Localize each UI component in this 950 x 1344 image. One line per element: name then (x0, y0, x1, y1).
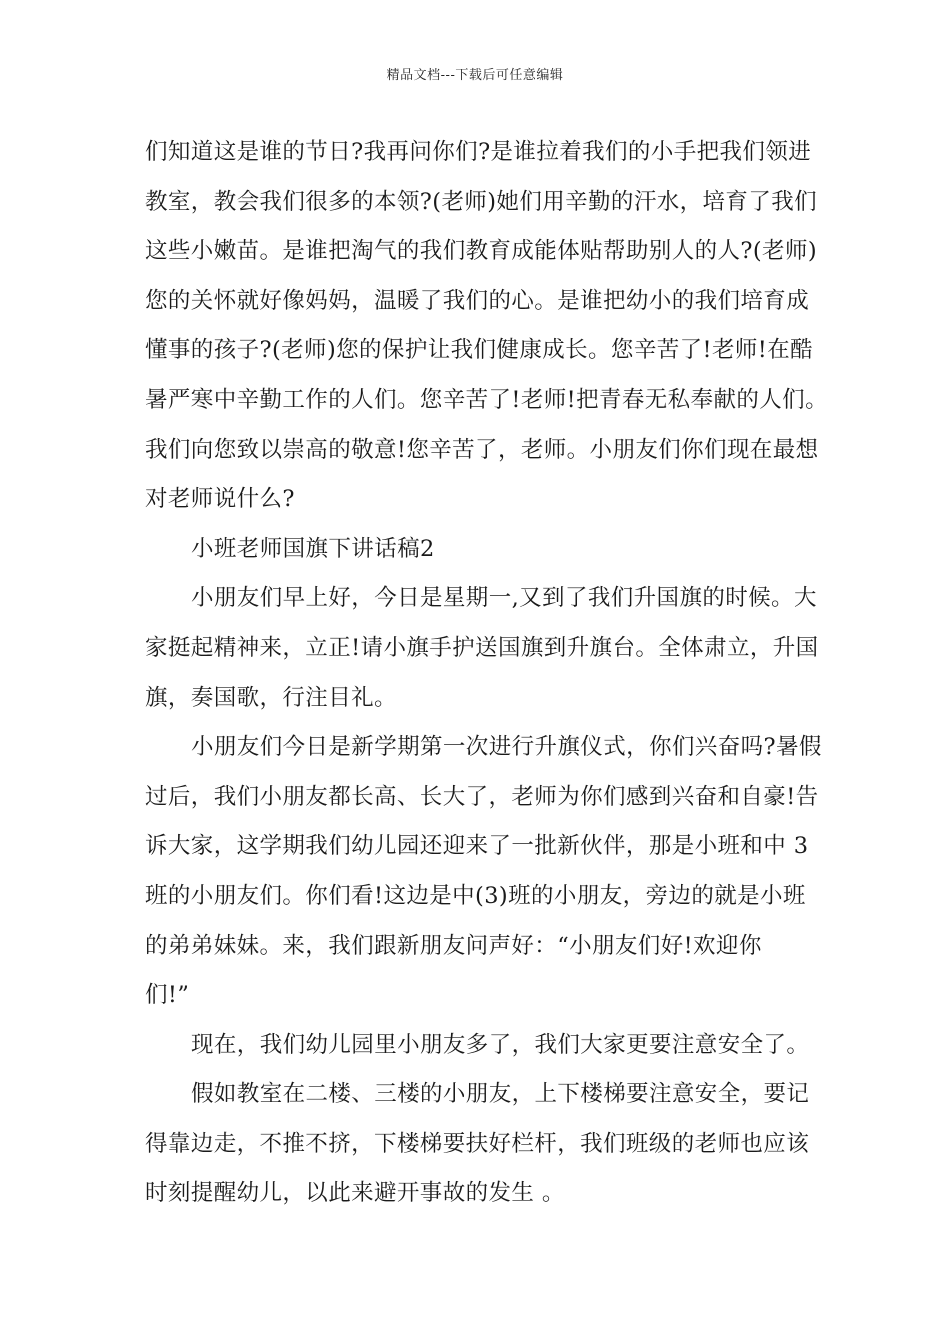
page-header: 精品文档---下载后可任意编辑 (386, 68, 564, 83)
text-line: 教室，教会我们很多的本领?(老师)她们用辛勤的汗水，培育了我们 (145, 188, 818, 215)
text-line: 得靠边走，不推不挤，下楼梯要扶好栏杆，我们班级的老师也应该 (145, 1130, 810, 1157)
text-line: 旗，奏国歌，行注目礼。 (145, 684, 397, 711)
text-line: 懂事的孩子?(老师)您的保护让我们健康成长。您辛苦了!老师!在酷 (145, 337, 814, 364)
text-line: 这些小嫩苗。是谁把淘气的我们教育成能体贴帮助别人的人?(老师) (145, 238, 818, 265)
text-line: 家挺起精神来，立正!请小旗手护送国旗到升旗台。全体肃立，升国 (145, 634, 819, 661)
text-line: 时刻提醒幼儿，以此来避开事故的发生 。 (145, 1180, 565, 1207)
text-line: 小朋友们早上好，今日是星期一,又到了我们升国旗的时候。大 (191, 585, 817, 612)
text-line: 班的小朋友们。你们看!这边是中(3)班的小朋友，旁边的就是小班 (145, 882, 806, 909)
document-body (145, 128, 828, 1219)
text-line: 的弟弟妹妹。来，我们跟新朋友问声好：“小朋友们好!欢迎你 (145, 932, 762, 959)
text-line: 假如教室在二楼、三楼的小朋友，上下楼梯要注意安全，要记 (191, 1081, 810, 1108)
text-line: 小朋友们今日是新学期第一次进行升旗仪式，你们兴奋吗?暑假 (191, 734, 822, 761)
text-line: 过后，我们小朋友都长高、长大了，老师为你们感到兴奋和自豪!告 (145, 783, 819, 810)
text-line: 们知道这是谁的节日?我再问你们?是谁拉着我们的小手把我们领进 (145, 139, 812, 165)
section-title: 小班老师国旗下讲话稿2 (191, 535, 435, 562)
text-line: 们!” (145, 982, 190, 1009)
text-line: 我们向您致以崇高的敬意!您辛苦了，老师。小朋友们你们现在最想 (145, 436, 819, 463)
text-line: 您的关怀就好像妈妈，温暖了我们的心。是谁把幼小的我们培育成 (145, 287, 810, 314)
text-line: 对老师说什么? (145, 486, 295, 513)
text-line: 暑严寒中辛勤工作的人们。您辛苦了!老师!把青春无私奉献的人们。 (145, 386, 828, 413)
text-line: 现在，我们幼儿园里小朋友多了，我们大家更要注意安全了。 (191, 1031, 810, 1058)
text-line: 诉大家，这学期我们幼儿园还迎来了一批新伙伴，那是小班和中 3 (145, 833, 809, 860)
